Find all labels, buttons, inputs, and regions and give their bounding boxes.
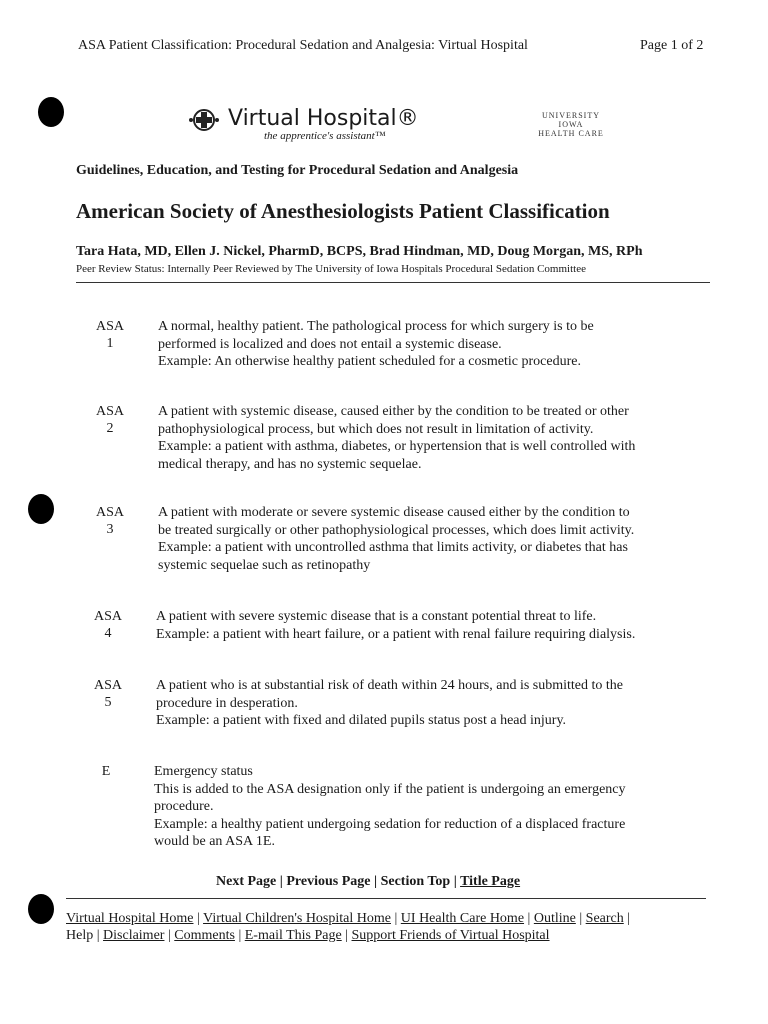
- help-link[interactable]: Help: [66, 928, 94, 943]
- comments-link[interactable]: Comments: [174, 928, 235, 943]
- footer-separator: |: [167, 928, 171, 943]
- description-line: performed is localized and does not entail a systemic disease.: [158, 336, 502, 352]
- header-divider: [76, 282, 710, 283]
- previous-page-link[interactable]: Previous Page: [286, 874, 371, 889]
- asa-2-description: [158, 403, 703, 473]
- emergency-description: [154, 763, 699, 851]
- code-label: ASA: [93, 678, 122, 693]
- virtual-hospital-logo-text[interactable]: Virtual Hospital®: [228, 106, 419, 131]
- description-line: A patient with moderate or severe systemic disease caused either by the condition to: [158, 505, 630, 520]
- code-number: 5: [104, 695, 112, 710]
- description-line: procedure.: [154, 799, 214, 814]
- disclaimer-link[interactable]: Disclaimer: [103, 928, 165, 943]
- description-line: Example: a patient with asthma, diabetes, or hypertension that is well controlled with: [158, 439, 636, 454]
- partner-line: UNIVERSITY: [542, 111, 600, 120]
- code-number: 4: [104, 626, 112, 641]
- search-link[interactable]: Search: [585, 911, 624, 926]
- authors-line: Tara Hata, MD, Ellen J. Nickel, PharmD, BCPS, Brad Hindman, MD, Doug Morgan, MS, RPh: [76, 244, 643, 259]
- print-header-title: ASA Patient Classification: Procedural Sedation and Analgesia: Virtual Hospital: [78, 38, 528, 53]
- asa-2-code: [80, 403, 140, 437]
- partner-line: IOWA: [558, 120, 584, 129]
- asa-5-code: [78, 677, 138, 711]
- code-label: ASA: [95, 404, 124, 419]
- asa-3-code: [80, 504, 140, 538]
- nav-separator: |: [373, 874, 378, 889]
- code-number: 1: [106, 336, 114, 351]
- description-line: would be an ASA 1E.: [154, 834, 275, 849]
- title-page-link[interactable]: Title Page: [460, 874, 521, 889]
- outline-link[interactable]: Outline: [533, 911, 576, 926]
- footer-separator: |: [394, 911, 398, 926]
- footer-separator: |: [196, 911, 200, 926]
- page-title: American Society of Anesthesiologists Patient Classification: [76, 199, 610, 223]
- description-line: Example: a patient with heart failure, or a patient with renal failure requiring dialysis.: [156, 626, 636, 642]
- code-label: ASA: [93, 609, 122, 624]
- description-line: A normal, healthy patient. The pathological process for which surgery is to be: [158, 319, 594, 334]
- description-line: Example: a patient with fixed and dilated pupils status post a head injury.: [156, 713, 567, 728]
- page-navigation: [216, 874, 520, 890]
- code-label: ASA: [95, 505, 124, 520]
- footer-separator: |: [238, 928, 242, 943]
- asa-5-description: [156, 677, 701, 730]
- logo-tagline: the apprentice's assistant™: [264, 130, 386, 142]
- description-line: A patient who is at substantial risk of death within 24 hours, and is submitted to the: [156, 678, 624, 693]
- partner-line: HEALTH CARE: [538, 129, 604, 138]
- code-number: 3: [106, 522, 114, 537]
- emergency-code: [76, 763, 136, 780]
- code-label: E: [101, 764, 111, 779]
- print-header-page: Page 1 of 2: [640, 38, 704, 53]
- description-line: This is added to the ASA designation only if the patient is undergoing an emergency: [154, 781, 626, 797]
- section-top-link[interactable]: Section Top: [380, 874, 451, 889]
- binder-hole-middle: [28, 494, 54, 524]
- footer-row: [66, 927, 706, 944]
- description-line: Emergency status: [154, 764, 253, 779]
- asa-1-code: [80, 318, 140, 352]
- nav-separator: |: [279, 874, 283, 889]
- description-line: A patient with severe systemic disease that is a constant potential threat to life.: [156, 609, 597, 624]
- ui-health-care-home-link[interactable]: UI Health Care Home: [400, 911, 525, 926]
- description-line: procedure in desperation.: [156, 695, 298, 711]
- asa-3-description: [158, 504, 703, 574]
- binder-hole-top: [38, 97, 64, 127]
- virtual-hospital-logo-icon: [188, 108, 220, 132]
- next-page-link[interactable]: Next Page: [216, 874, 277, 889]
- code-label: ASA: [95, 319, 124, 334]
- asa-4-code: [78, 608, 138, 642]
- description-line: Example: a healthy patient undergoing sedation for reduction of a displaced fracture: [154, 816, 626, 832]
- code-number: 2: [106, 421, 114, 436]
- description-line: Example: a patient with uncontrolled asthma that limits activity, or diabetes that has: [158, 540, 628, 555]
- description-line: A patient with systemic disease, caused either by the condition to be treated or other: [158, 404, 629, 419]
- description-line: systemic sequelae such as retinopathy: [158, 557, 371, 573]
- description-line: pathophysiological process, but which does not result in limitation of activity.: [158, 421, 594, 437]
- nav-separator: |: [453, 874, 457, 889]
- guidelines-heading: Guidelines, Education, and Testing for Procedural Sedation and Analgesia: [76, 163, 519, 178]
- footer-row: [66, 910, 706, 927]
- asa-4-description: [156, 608, 701, 643]
- footer-links: [66, 910, 706, 944]
- footer-separator: |: [96, 928, 100, 943]
- ui-health-care-logo[interactable]: [536, 111, 606, 138]
- description-line: medical therapy, and has no systemic sequelae.: [158, 456, 422, 472]
- support-friends-link[interactable]: Support Friends of Virtual Hospital: [351, 928, 550, 943]
- footer-divider: [66, 898, 706, 899]
- description-line: be treated surgically or other pathophysiological processes, which does limit activity.: [158, 522, 635, 538]
- virtual-hospital-home-link[interactable]: Virtual Hospital Home: [66, 911, 194, 926]
- footer-separator: |: [345, 928, 349, 943]
- footer-separator: |: [627, 911, 631, 926]
- virtual-childrens-hospital-link[interactable]: Virtual Children's Hospital Home: [203, 911, 391, 926]
- footer-separator: |: [527, 911, 531, 926]
- asa-1-description: [158, 318, 703, 371]
- email-this-page-link[interactable]: E-mail This Page: [244, 928, 342, 943]
- footer-separator: |: [579, 911, 583, 926]
- binder-hole-bottom: [28, 894, 54, 924]
- peer-review-status: Peer Review Status: Internally Peer Reviewed by The University of Iowa Hospitals Procedural Sedation Committee: [76, 263, 586, 275]
- description-line: Example: An otherwise healthy patient scheduled for a cosmetic procedure.: [158, 354, 581, 369]
